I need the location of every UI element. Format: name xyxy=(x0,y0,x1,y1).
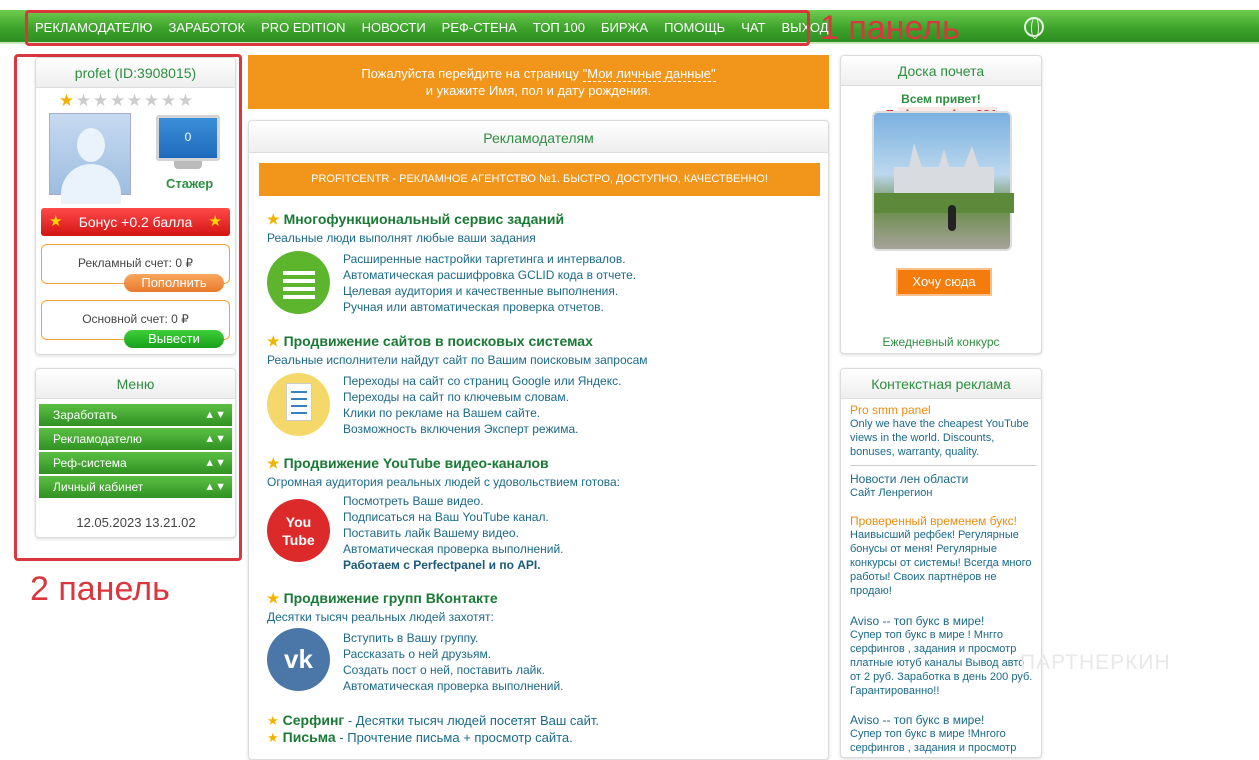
context-ad[interactable] xyxy=(850,403,1038,459)
extra-service-title[interactable]: Серфинг xyxy=(282,712,345,728)
main-account-box xyxy=(41,300,230,346)
star-icon: ★ xyxy=(267,730,279,745)
feature-line: Автоматическая проверка выполнений. xyxy=(343,679,564,693)
expand-arrows-icon: ▲▼ xyxy=(204,409,226,421)
context-ad-text: Супер топ букс в мире !Мнгого серфингов , задания и просмотр xyxy=(850,728,1017,754)
nav-item-5[interactable]: ТОП 100 xyxy=(532,19,585,35)
username-link[interactable]: profet xyxy=(74,65,111,81)
monitor-stand xyxy=(174,161,202,169)
notice-text-line2: и укажите Имя, пол и дату рождения. xyxy=(425,83,652,98)
nav-item-4[interactable]: РЕФ-СТЕНА xyxy=(441,19,517,35)
star-icon: ★ xyxy=(49,213,63,230)
context-ad-text: Наивысший рефбек! Регулярные бонусы от меня! Регулярные конкурсы от системы! Всегда много работы! Своих партнёров не продаю! xyxy=(850,529,1032,597)
bonus-button[interactable] xyxy=(41,208,230,236)
service-title-text: Продвижение сайтов в поисковых системах xyxy=(283,333,593,349)
nav-item-7[interactable]: ПОМОЩЬ xyxy=(664,19,726,35)
service-title-text: Продвижение YouTube видео-каналов xyxy=(283,455,549,471)
monitor-value: 0 xyxy=(184,130,192,144)
service-description: Огромная аудитория реальных людей с удовольствием готова: xyxy=(267,475,620,489)
expand-arrows-icon: ▲▼ xyxy=(204,457,226,469)
service-title[interactable] xyxy=(267,211,807,228)
context-ad-title[interactable]: Aviso -- топ букс в мире! xyxy=(850,614,985,628)
extra-service xyxy=(267,712,807,729)
context-ad-text: Сайт Ленрегион xyxy=(850,487,933,499)
personal-data-link[interactable]: "Мои личные данные" xyxy=(582,66,716,81)
menu-item-label: Рекламодателю xyxy=(53,432,142,446)
nav-item-0[interactable]: РЕКЛАМОДАТЕЛЮ xyxy=(35,19,153,35)
service-description: Реальные люди выполнят любые ваши задания xyxy=(267,231,536,245)
star-icon: ★ xyxy=(267,455,280,471)
star-icon: ★ xyxy=(267,590,280,606)
star-icon: ★ xyxy=(58,91,75,110)
profile-header xyxy=(36,58,235,88)
menu-item-2[interactable] xyxy=(39,452,232,475)
star-icon: ★ xyxy=(177,91,194,110)
feature-line: Создать пост о ней, поставить лайк. xyxy=(343,663,545,677)
menu-item-0[interactable] xyxy=(39,404,232,427)
feature-line: Посмотреть Ваше видео. xyxy=(343,494,484,508)
feature-line: Переходы на сайт по ключевым словам. xyxy=(343,390,569,404)
nav-item-3[interactable]: НОВОСТИ xyxy=(361,19,426,35)
context-ad[interactable] xyxy=(850,614,1038,698)
feature-line: Вступить в Вашу группу. xyxy=(343,631,479,645)
context-ad-title[interactable]: Новости лен области xyxy=(850,472,969,486)
checklist-icon xyxy=(267,373,330,436)
daily-contest-link[interactable]: Ежедневный конкурс xyxy=(882,335,1000,349)
youtube-logo-text: You Tube xyxy=(282,514,315,548)
feature-line: Автоматическая проверка выполнений. xyxy=(343,542,564,556)
star-icon: ★ xyxy=(143,91,160,110)
honor-board-title: Доска почета xyxy=(841,56,1041,86)
feature-line: Ручная или автоматическая проверка отчетов. xyxy=(343,300,604,314)
context-ad[interactable] xyxy=(850,713,1038,755)
feature-line: Переходы на сайт со страниц Google или Яндекс. xyxy=(343,374,622,388)
menu-panel xyxy=(35,368,236,538)
nav-item-6[interactable]: БИРЖА xyxy=(600,19,649,35)
honor-photo[interactable] xyxy=(872,111,1012,251)
service-description: Реальные исполнители найдут сайт по Вашим поисковым запросам xyxy=(267,353,648,367)
feature-line: Клики по рекламе на Вашем сайте. xyxy=(343,406,541,420)
star-icon: ★ xyxy=(92,91,109,110)
honor-board-panel xyxy=(840,55,1042,354)
honor-greeting: Всем привет! xyxy=(901,92,981,106)
profile-panel xyxy=(35,57,236,355)
star-icon: ★ xyxy=(126,91,143,110)
feature-line: Расширенные настройки таргетинга и интервалов. xyxy=(343,252,626,266)
context-ad-title[interactable]: Pro smm panel xyxy=(850,403,931,417)
star-icon: ★ xyxy=(267,713,279,728)
menu-item-label: Реф-система xyxy=(53,456,127,470)
star-icon: ★ xyxy=(160,91,177,110)
globe-icon[interactable] xyxy=(1024,17,1044,37)
want-here-button[interactable]: Хочу сюда xyxy=(896,268,992,296)
star-icon: ★ xyxy=(267,211,280,227)
service-title[interactable] xyxy=(267,590,807,607)
context-ad-text: Only we have the cheapest YouTube views in the world. Discounts, bonuses, warranty, quality. xyxy=(850,418,1029,458)
main-account-balance: Основной счет: 0 ₽ xyxy=(82,312,189,326)
context-ad[interactable] xyxy=(850,472,1038,500)
extra-service-text: - Десятки тысяч людей посетят Ваш сайт. xyxy=(344,713,600,728)
ad-account-balance: Рекламный счет: 0 ₽ xyxy=(78,256,193,270)
service-features xyxy=(343,373,621,437)
nav-item-1[interactable]: ЗАРАБОТОК xyxy=(168,19,246,35)
service-title-text: Многофункциональный сервис заданий xyxy=(283,211,565,227)
context-ad-title[interactable]: Aviso -- топ букс в мире! xyxy=(850,713,985,727)
feature-line: Подписаться на Ваш YouTube канал. xyxy=(343,510,549,524)
star-icon: ★ xyxy=(208,213,222,230)
menu-item-3[interactable] xyxy=(39,476,232,499)
context-ad-text: Супер топ букс в мире ! Мнгго серфингов , задания и просмотр платные ютуб каналы Вывод авто от 2 руб. Заработка в день 200 руб. Гарантированно!! xyxy=(850,629,1033,697)
star-icon: ★ xyxy=(267,333,280,349)
monitor-icon xyxy=(156,115,220,161)
feature-line: Автоматическая расшифровка GCLID кода в отчете. xyxy=(343,268,637,282)
context-ad[interactable] xyxy=(850,514,1038,598)
feature-line: Рассказать о ней друзьям. xyxy=(343,647,492,661)
bonus-label: Бонус +0.2 балла xyxy=(78,214,193,230)
rank-label: Стажер xyxy=(166,176,214,191)
feature-line: Целевая аудитория и качественные выполнения. xyxy=(343,284,619,298)
agency-banner[interactable]: PROFITCENTR - РЕКЛАМНОЕ АГЕНТСТВО №1. БЫСТРО, ДОСТУПНО, КАЧЕСТВЕННО! xyxy=(259,163,820,196)
avatar[interactable] xyxy=(49,113,131,195)
service-title[interactable] xyxy=(267,333,807,350)
panel1-annotation: 1 панель xyxy=(820,9,960,47)
service-features xyxy=(343,630,564,694)
context-ads-panel xyxy=(840,368,1042,758)
feature-line: Возможность включения Эксперт режима. xyxy=(343,422,579,436)
service-block-seo xyxy=(267,333,807,443)
nav-item-8[interactable]: ЧАТ xyxy=(741,19,766,35)
expand-arrows-icon: ▲▼ xyxy=(204,481,226,493)
extra-service-title[interactable]: Письма xyxy=(282,729,336,745)
withdraw-button[interactable]: Вывести xyxy=(124,330,224,348)
service-description: Десятки тысяч реальных людей захотят: xyxy=(267,610,494,624)
profile-notice-banner xyxy=(248,55,829,109)
service-features xyxy=(343,251,636,315)
feature-line-bold[interactable]: Работаем с Perfectpanel и по API. xyxy=(343,558,541,572)
ad-account-box xyxy=(41,244,230,290)
feature-line: Поставить лайк Вашему видео. xyxy=(343,526,519,540)
nav-item-9[interactable]: ВЫХОД xyxy=(781,19,829,35)
rating-stars xyxy=(58,92,194,109)
menu-item-label: Заработать xyxy=(53,408,118,422)
watermark: ПАРТНЕРКИН xyxy=(1020,651,1171,674)
youtube-icon xyxy=(267,499,330,562)
expand-arrows-icon: ▲▼ xyxy=(204,433,226,445)
user-id: (ID:3908015) xyxy=(114,65,197,81)
star-icon: ★ xyxy=(109,91,126,110)
service-features xyxy=(343,493,564,573)
context-ads-title: Контекстная реклама xyxy=(841,369,1041,399)
nav-item-2[interactable]: PRO EDITION xyxy=(261,19,346,35)
service-title-text: Продвижение групп ВКонтакте xyxy=(283,590,498,606)
menu-title: Меню xyxy=(36,369,235,399)
advertisers-title: Рекламодателям xyxy=(249,121,828,153)
vk-icon: vk xyxy=(267,628,330,691)
panel2-annotation: 2 панель xyxy=(30,570,170,608)
context-ad-title[interactable]: Проверенный временем букс! xyxy=(850,514,1018,528)
menu-item-1[interactable] xyxy=(39,428,232,451)
advertisers-panel xyxy=(248,120,829,760)
service-block-youtube xyxy=(267,455,807,585)
service-block-tasks xyxy=(267,211,807,321)
service-block-vk xyxy=(267,590,807,700)
menu-item-label: Личный кабинет xyxy=(53,480,144,494)
service-title[interactable] xyxy=(267,455,807,472)
notice-text: Пожалуйста перейдите на страницу xyxy=(361,66,583,81)
extra-service xyxy=(267,729,807,746)
panel1-highlight-frame xyxy=(25,10,810,46)
current-datetime: 12.05.2023 13.21.02 xyxy=(76,515,196,530)
extra-service-text: - Прочтение письма + просмотр сайта. xyxy=(335,730,573,745)
ad-divider xyxy=(850,465,1036,466)
list-icon xyxy=(267,251,330,314)
star-icon: ★ xyxy=(75,91,92,110)
top-up-button[interactable]: Пополнить xyxy=(124,274,224,292)
